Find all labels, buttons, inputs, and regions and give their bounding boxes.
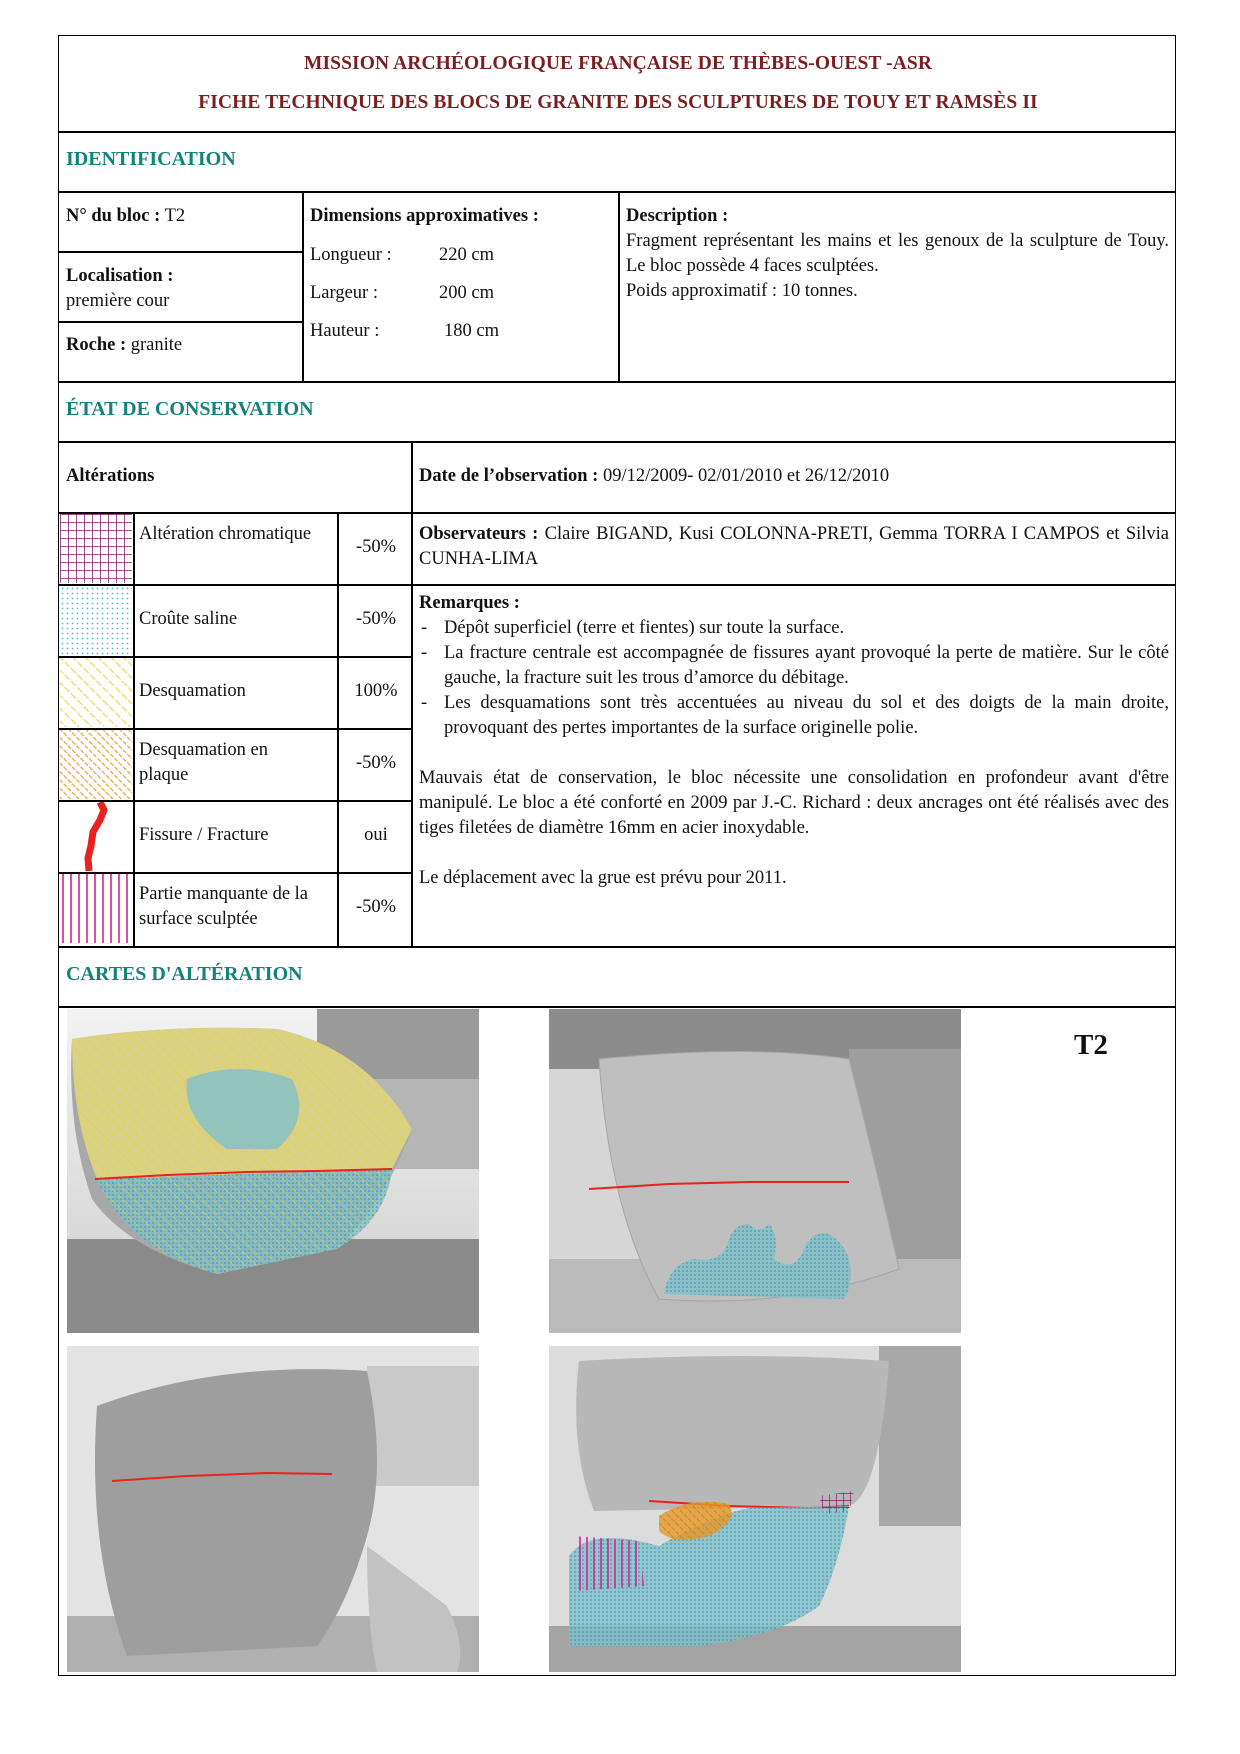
section-conservation: ÉTAT DE CONSERVATION xyxy=(66,398,314,420)
block-id-label: T2 xyxy=(1074,1029,1108,1061)
alteration-value: -50% xyxy=(355,753,397,773)
section-alteration-maps: CARTES D'ALTÉRATION xyxy=(66,963,303,985)
dimension-height: Hauteur : xyxy=(310,321,380,341)
dimension-height-value: 180 cm xyxy=(444,321,499,341)
alteration-name: Altération chromatique xyxy=(139,524,312,544)
mission-title: MISSION ARCHÉOLOGIQUE FRANÇAISE DE THÈBES-OUEST -ASR xyxy=(303,53,933,74)
alteration-name: Desquamation en plaque xyxy=(139,740,268,785)
description: Description : Fragment représentant les mains et les genoux de la sculpture de Touy. Le bloc possède 4 faces sculptées. Poids approximatif : 10 tonnes. xyxy=(626,206,1169,301)
alteration-map-photo-side xyxy=(549,1009,961,1333)
localisation: Localisation : première cour xyxy=(66,266,174,311)
alteration-name: Partie manquante de la surface sculptée xyxy=(139,884,309,929)
alteration-value: -50% xyxy=(355,537,397,557)
alterations-label: Altérations xyxy=(66,466,155,486)
remarks: Remarques : - Dépôt superficiel (terre et fientes) sur toute la surface. - La fracture centrale est accompagnée de fissures ayant provoqué la perte de matière. Sur le côté gauche, la fracture suit les trous d’amorce du débitage. - Les desquamations sont très accentuées au niveau du sol et des doigts de la main droite, provoquant des pertes importantes de la surface originelle polie. Mauvais état de conservation, le bloc nécessite une consolidation en profondeur avant d'être manipulé. Le bloc a été conforté en 2009 par J.-C. Richard : deux ancrages ont été réalisés avec des tiges filetées de diamètre 16mm en acier inoxydable. Le déplacement avec la grue est prévu pour 2011. xyxy=(419,591,1169,891)
saline-crust-swatch xyxy=(60,586,132,655)
dimension-length-value: 220 cm xyxy=(439,245,494,265)
remark-item: - Dépôt superficiel (terre et fientes) sur toute la surface. xyxy=(419,616,1169,641)
bloc-number: N° du bloc : T2 xyxy=(66,206,186,226)
sheet-title: FICHE TECHNIQUE DES BLOCS DE GRANITE DES SCULPTURES DE TOUY ET RAMSÈS II xyxy=(198,92,1038,113)
dimension-width-value: 200 cm xyxy=(439,283,494,303)
section-identification: IDENTIFICATION xyxy=(66,148,236,170)
fracture-swatch xyxy=(60,802,132,871)
observers: Observateurs : Claire BIGAND, Kusi COLONNA-PRETI, Gemma TORRA I CAMPOS et Silvia CUNHA-LIMA xyxy=(419,524,1169,569)
roche: Roche : granite xyxy=(66,335,183,355)
dimension-width: Largeur : xyxy=(310,283,378,303)
observation-date: Date de l’observation : 09/12/2009- 02/01/2010 et 26/12/2010 xyxy=(419,466,890,486)
alteration-map-photo-underside xyxy=(549,1346,961,1672)
alteration-name: Croûte saline xyxy=(139,609,238,629)
alteration-map-photo-front xyxy=(67,1009,479,1333)
conservation-paragraph: Mauvais état de conservation, le bloc nécessite une consolidation en profondeur avant d'être manipulé. Le bloc a été conforté en 2009 par J.-C. Richard : deux ancrages ont été réalisés avec des tiges filetées de diamètre 16mm en acier inoxydable. xyxy=(419,768,1169,838)
missing-surface-swatch xyxy=(60,874,132,943)
technical-sheet xyxy=(58,35,1176,1676)
alteration-name: Fissure / Fracture xyxy=(139,825,269,845)
alteration-value: -50% xyxy=(355,609,397,629)
remark-item: - Les desquamations sont très accentuées au niveau du sol et des doigts de la main droite, provoquant des pertes importantes de la surface originelle polie. xyxy=(419,691,1169,741)
alteration-value: 100% xyxy=(354,681,398,701)
desquamation-swatch xyxy=(60,658,132,727)
remark-item: - La fracture centrale est accompagnée de fissures ayant provoqué la perte de matière. Sur le côté gauche, la fracture suit les trous d’amorce du débitage. xyxy=(419,641,1169,691)
dimensions-label: Dimensions approximatives : xyxy=(310,206,539,226)
alteration-value: oui xyxy=(364,825,388,845)
relocation-note: Le déplacement avec la grue est prévu pour 2011. xyxy=(419,868,787,888)
chromatic-alteration-swatch xyxy=(60,514,132,583)
plate-desquamation-swatch xyxy=(60,730,132,799)
alteration-value: -50% xyxy=(355,897,397,917)
alteration-map-photo-back xyxy=(67,1346,479,1672)
alteration-name: Desquamation xyxy=(139,681,246,701)
dimension-length: Longueur : xyxy=(310,245,392,265)
